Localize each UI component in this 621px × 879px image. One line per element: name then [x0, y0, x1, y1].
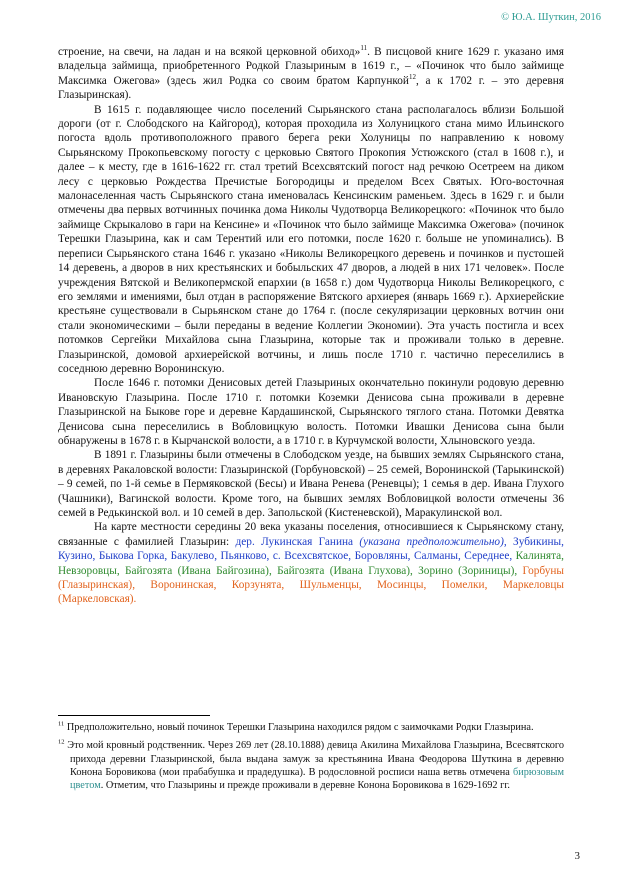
footnotes	[58, 721, 564, 797]
page-number: 3	[574, 850, 580, 862]
footnote-11	[58, 721, 564, 734]
footnote-teal-text: бирюзовым цветом	[70, 766, 564, 792]
paragraph-1	[58, 45, 564, 103]
footnote-text: Это мой кровный родственник. Через 269 лет (28.10.1888) девица Акилина Михайлова Глазырина, Всесвятского прихода деревни Глазыринской, была выдана замуж за крестьянина Ивана Феодорова Шуткина в деревню Конона Боровикова (мои прабабушка и прадедушка). В родословной росписи наша ветвь отмечена	[67, 740, 564, 778]
footnote-ref-12[interactable]: 12	[408, 73, 416, 82]
footnote-divider	[58, 715, 210, 716]
copyright-header: © Ю.А. Шуткин, 2016	[501, 12, 601, 23]
paragraph-text: , а к 1702 г. – это деревня Глазыринская).	[58, 74, 564, 102]
paragraph-text: строение, на свечи, на ладан и на всякой церковной обиход»	[58, 46, 361, 58]
paragraph-3: После 1646 г. потомки Денисовых детей Глазыриных окончательно покинули родовую деревню Ивановскую Глазырина. После 1710 г. потомки Коземки Денисова сына проживали в деревне Глазыринской на Быкове горе и деревне Кардашинской, Сырьянского тяглого стана. Потомки Девятка Денисова сына переселились в Вобловицкую волость. Потомки Ивашки Денисова сына были обнаружены в 1678 г. в Кырчанской волости, а в 1710 г. в Курчумской волости, Хлыновского уезда.	[58, 377, 564, 447]
footnote-text: Предположительно, новый починок Терешки Глазырина находился рядом с заимочками Родки Глазырина.	[66, 722, 534, 733]
paragraph-text: На карте местности середины 20 века указаны поселения, относившиеся к Сырьянскому стану, связанные с фамилией Глазырин:	[58, 521, 564, 548]
paragraph-2: В 1615 г. подавляющее число поселений Сырьянского стана располагалось вблизи Большой дороги (от г. Слободского на Кайгород), которая проходила из Холуницкого стана мимо Ильинского погоста вдоль противоположного правого берега реки Холуницы по направлению к новому Сырьянскому Прокопьевскому погосту с церковью Святого Прокопия Устюжского (стал в 1608 г.), и далее – к месту, где в 1616-1622 гг. стал третий Всехсвятский погост над речкою Осетреем на диком лесу с церковью Рождества Пречистые Богородицы и пределом Всех Святых. Юго-восточная малонаселенная часть Сырьянского стана именовалась Кенсинским раменьем. Здесь в 1629 г. и были отмечены два первых вотчинных починка дома Николы Чудотворца Великорецкого: «Починок что было займище Скрыкалово в гари на Кенсине» и «Починок что было займище Максимка Ожегова» (починок Терешки Глазырина, как и сам Терентий или его потомки, после 1620 г. больше не упоминались). В переписи Сырьянского стана 1646 г. указано «Николы Великорецкого деревень и починков и пустошей 14 деревень, а дворов в них крестьянских и бобыльских 47 дворов, а людей в них 171 человек». После учреждения Вятской и Великопермской епархии (в 1658 г.) дом Чудотворца Николы Великорецкого, с его землями и имениями, был отдан в распоряжение Вятского архиерея (январь 1669 г.). Архиерейские крестьяне существовали в Сырьянском стане до 1764 г. (после секуляризации церковных вотчин они стали экономическими – были переданы в ведение Коллегии Экономии). Эта участь постигла и всех потомков Сергейки Михайлова сына Глазырина, которые так и проживали только в деревне. Глазыринской, домовой архиерейской вотчины, и лишь после 1710 г. частично переселились в соседнюю деревню Воронинскую.	[58, 103, 564, 375]
paragraph-5	[58, 520, 564, 606]
settlements-blue-list: Зубикины, Кузино, Быкова Горка, Бакулево, Пьянково, с. Всехсвятское, Боровляны, Салманы, Середнее,	[58, 535, 564, 563]
settlements-blue-note: (указана предположительно),	[359, 535, 507, 548]
footnote-12	[58, 739, 564, 792]
paragraph-text: . В писцовой книге 1629 г. указано имя владельца займища, приобретенного Родкой Глазыриным в 1619 г., – «Починок что было займище Максимка Ожегова» (здесь жил Родка со своим братом Карпункой	[58, 46, 565, 87]
paragraph-4: В 1891 г. Глазырины были отмечены в Слободском уезде, на бывших землях Сырьянского стана, в деревнях Ракаловской волости: Глазыринской (Горбуновской) – 25 семей, Воронинской (Тарыкинской) – 9 семей, по 1-й семье в Пермяковской (Бесы) и Ивана Ренева (Реневцы); 1 семья в дер. Ивана Глухого (Чашники), Вагинской волости. Кроме того, на бывших землях Вобловицкой волости отмечены 36 семей в Редькинской вол. и 10 семей в дер. Запольской (Кистеневской), Маракулинской вол.	[58, 449, 564, 519]
settlements-blue: дер. Лукинская Ганина	[235, 535, 360, 548]
footnote-text: . Отметим, что Глазырины и прежде проживали в деревне Конона Боровикова в 1629-1692 гг.	[100, 780, 510, 792]
footnote-ref-11[interactable]: 11	[360, 44, 368, 53]
footnote-number: 12	[58, 738, 65, 746]
document-body	[58, 45, 564, 607]
settlements-orange-list: Горбуны (Глазыринская), Воронинская, Корзунята, Шульменцы, Мосинцы, Помелки, Маркеловцы (Маркеловская).	[58, 564, 564, 606]
footnote-number: 11	[58, 720, 65, 728]
settlements-green-list: Калинята, Невзоровцы, Байгозята (Ивана Байгозина), Байгозята (Ивана Глухова), Зорино (Зориницы),	[58, 550, 565, 577]
